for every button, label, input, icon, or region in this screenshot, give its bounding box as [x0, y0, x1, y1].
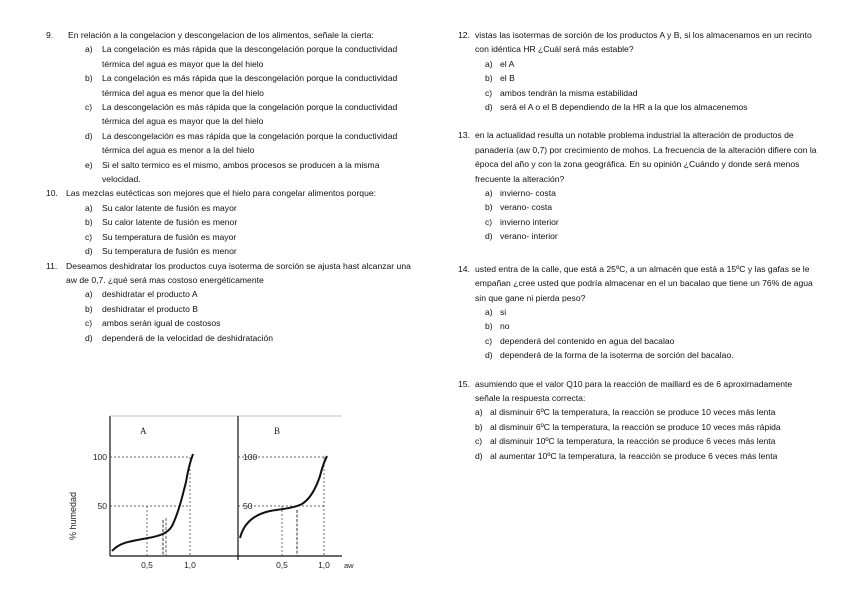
right-column [458, 28, 818, 463]
question-text: En relación a la congelacion y descongelacion de los alimentos, señale la cierta: [68, 30, 374, 40]
option-text: el A [500, 58, 515, 69]
option-text: dependerá de la forma de la isoterma de sorción del bacalao. [500, 350, 734, 361]
option-b [485, 200, 818, 214]
question-9 [46, 28, 412, 186]
question-number: 9. [46, 30, 54, 40]
left-column [46, 28, 412, 345]
option-b [85, 302, 412, 316]
option-b [485, 319, 818, 333]
option-label: b) [485, 73, 493, 84]
option-text: Su calor latente de fusión es menor [102, 217, 238, 228]
question-text: en la actualidad resulta un notable problema industrial la alteración de productos de panadería (aw 0,7) por crecimiento de mohos. La frecuencia de la alteración difiere con la época del año y con la zona geográfica. En su opinión ¿Cuándo y donde será menos frecuente la alteración? [475, 130, 817, 184]
option-b [485, 71, 818, 85]
option-label: c) [85, 231, 93, 242]
option-a [485, 186, 818, 200]
question-11 [46, 259, 412, 345]
option-c [475, 434, 818, 448]
x-tick-10-b: 1,0 [318, 560, 330, 570]
option-label: a) [85, 289, 93, 300]
option-c [485, 86, 818, 100]
option-label: a) [475, 407, 483, 418]
option-d [85, 331, 412, 345]
x-tick-10-a: 1,0 [184, 560, 196, 570]
option-d [475, 449, 818, 463]
option-c [85, 316, 412, 330]
option-text: Si el salto termico es el mismo, ambos procesos se producen a la misma velocidad. [102, 159, 380, 185]
option-c [485, 215, 818, 229]
question-10 [46, 186, 412, 258]
y-tick-50-b: 50 [243, 501, 253, 511]
panel-b-label: B [274, 426, 281, 436]
option-label: b) [85, 303, 93, 314]
y-tick-100-a: 100 [92, 452, 107, 462]
option-text: al aumentar 10ºC la temperatura, la reacción se produce 6 veces más lenta [490, 450, 778, 461]
question-text: Las mezclas eutécticas son mejores que el hielo para congelar alimentos porque: [66, 188, 377, 199]
option-label: d) [475, 450, 483, 461]
option-label: b) [85, 217, 93, 228]
option-text: verano- costa [500, 202, 553, 213]
option-label: c) [485, 87, 493, 98]
option-label: d) [85, 332, 93, 343]
x-tick-05-b: 0,5 [276, 560, 288, 570]
option-label: c) [85, 102, 93, 113]
option-b [85, 215, 412, 229]
option-text: ambos tendrán la misma estabilidad [500, 87, 638, 98]
option-label: a) [485, 306, 493, 317]
option-a [85, 42, 412, 71]
option-label: a) [485, 188, 493, 199]
question-12 [458, 28, 818, 114]
isotherm-curve-a [112, 454, 193, 551]
option-b [85, 71, 412, 100]
option-text: deshidratar el producto B [102, 303, 199, 314]
option-d [485, 348, 818, 362]
option-label: b) [85, 73, 93, 84]
question-text: vistas las isotermas de sorción de los productos A y B, si los almacenamos en un recinto con idéntica HR ¿Cuál será más estable? [475, 30, 812, 55]
option-label: c) [85, 318, 93, 329]
option-text: invierno interior [500, 216, 559, 227]
option-label: b) [485, 202, 493, 213]
option-text: si [500, 306, 507, 317]
y-tick-100-b: 100 [243, 452, 258, 462]
option-c [85, 100, 412, 129]
y-tick-50-a: 50 [97, 501, 107, 511]
option-text: será el A o el B dependiendo de la HR a la que los almacenemos [500, 102, 748, 113]
option-d [485, 229, 818, 243]
x-tick-05-a: 0,5 [141, 560, 153, 570]
option-label: c) [485, 216, 493, 227]
option-text: al disminuir 6ºC la temperatura, la reacción se produce 10 veces más lenta [490, 407, 776, 418]
y-axis-label: % humedad [68, 491, 78, 541]
option-b [475, 420, 818, 434]
option-text: Su temperatura de fusión es menor [102, 246, 237, 257]
option-label: d) [485, 350, 493, 361]
option-text: no [500, 321, 510, 332]
option-a [485, 305, 818, 319]
option-text: La descongelación es mas rápida que la congelación porque la conductividad térmica del agua es menor a la del hielo [102, 130, 398, 156]
option-a [85, 287, 412, 301]
question-number: 15. [458, 378, 470, 389]
option-text: al disminuir 10ºC la temperatura, la reacción se produce 6 veces más lenta [490, 436, 776, 447]
option-c [485, 334, 818, 348]
question-number: 10. [46, 188, 58, 199]
option-text: Su calor latente de fusión es mayor [102, 202, 237, 213]
option-text: La descongelación es más rápida que la congelación porque la conductividad térmica del agua es mayor que la del hielo [102, 102, 398, 127]
option-label: d) [485, 231, 493, 242]
option-d [85, 129, 412, 158]
option-text: invierno- costa [500, 188, 556, 199]
question-13 [458, 128, 818, 243]
option-text: ambos serán igual de costosos [102, 318, 221, 329]
option-label: a) [85, 44, 93, 55]
option-e [85, 158, 412, 187]
option-d [485, 100, 818, 114]
option-text: el B [500, 73, 515, 84]
question-15 [458, 377, 818, 463]
isotherm-graphic [60, 410, 360, 578]
option-label: d) [85, 130, 93, 141]
option-text: La congelación es más rápida que la descongelación porque la conductividad térmica del agua es mayor que la del hielo [102, 44, 398, 69]
question-text: usted entra de la calle, que está a 25ºC, a un almacén que está a 15ºC y las gafas se le empañan ¿cree usted que podría almacenar en el un bacalao que tiene un 76% de agua sin que gane ni pierda peso? [475, 263, 813, 303]
panel-a-label: A [140, 426, 147, 436]
option-text: verano- interior [500, 231, 558, 242]
question-text: Deseamos deshidratar los productos cuya isoterma de sorción se ajusta hast alcanzar una aw de 0,7. ¿qué será mas costoso energéticamente [66, 260, 411, 285]
option-label: d) [85, 246, 93, 257]
option-text: Su temperatura de fusión es mayor [102, 231, 237, 242]
question-text: asumiendo que el valor Q10 para la reacción de maillard es de 6 aproximadamente señale la respuesta correcta: [475, 378, 793, 403]
option-text: al disminuir 6ºC la temperatura, la reacción se produce 10 veces más rápida [490, 421, 781, 432]
question-number: 13. [458, 130, 470, 141]
isotherm-curve-b [240, 456, 327, 538]
option-a [485, 57, 818, 71]
option-a [475, 405, 818, 419]
option-text: deshidratar el producto A [102, 289, 198, 300]
x-axis-label: aw [344, 561, 354, 570]
question-14 [458, 262, 818, 363]
option-label: c) [485, 335, 493, 346]
spacer [458, 363, 818, 377]
option-label: c) [475, 436, 483, 447]
option-label: d) [485, 102, 493, 113]
question-number: 12. [458, 30, 470, 40]
question-number: 11. [46, 260, 58, 271]
option-a [85, 201, 412, 215]
option-text: dependerá del contenido en agua del bacalao [500, 335, 675, 346]
question-number: 14. [458, 263, 470, 274]
option-label: a) [85, 202, 93, 213]
option-text: La congelación es más rápida que la descongelación porque la conductividad térmica del agua es menor que la del hielo [102, 73, 398, 98]
option-c [85, 230, 412, 244]
option-label: b) [485, 321, 493, 332]
option-label: e) [85, 159, 93, 170]
spacer [458, 114, 818, 128]
sorption-isotherm-figure [60, 410, 360, 578]
spacer [458, 244, 818, 262]
option-d [85, 244, 412, 258]
option-label: a) [485, 58, 493, 69]
option-label: b) [475, 421, 483, 432]
option-text: dependerá de la velocidad de deshidratación [102, 332, 274, 343]
